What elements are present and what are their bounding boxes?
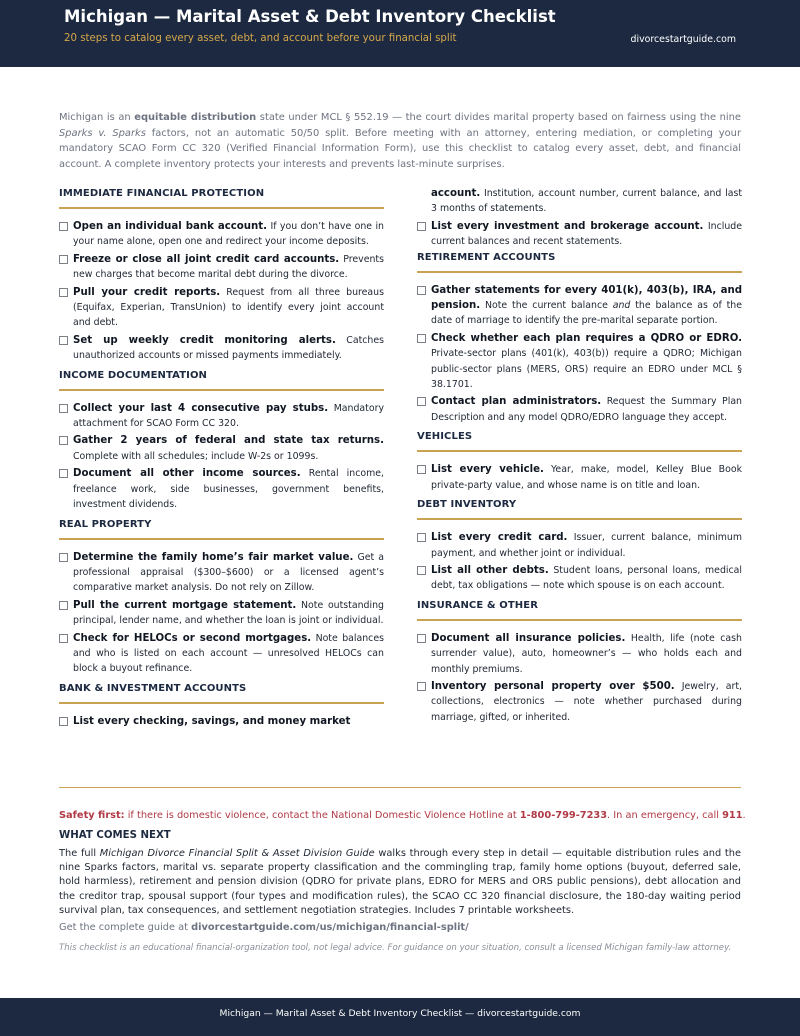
item-lead: Freeze or close all joint credit card accounts. (73, 253, 340, 265)
checklist-item (417, 679, 742, 725)
item-body: Request the Summary Plan Description and any model QDRO/EDRO language they accept. (431, 396, 742, 423)
item-lead: Contact plan administrators. (431, 396, 602, 408)
item-body: Jewelry, art, collections, electronics — note whether purchased during marriage, gifted, or inherited. (431, 680, 742, 723)
checklist-item (59, 466, 384, 512)
item-body: Request from all three bureaus (Equifax, Experian, TransUnion) to identify every joint account and debt. (73, 286, 384, 329)
item-lead: List all other debts. (431, 564, 549, 576)
empty-checkbox-icon[interactable] (59, 404, 68, 413)
checklist-item (417, 631, 742, 677)
checklist-item (417, 530, 742, 561)
empty-checkbox-icon[interactable] (59, 717, 68, 726)
checklist-section (59, 683, 384, 729)
guide-link[interactable]: divorcestartguide.com/us/michigan/financial-split/ (191, 922, 469, 933)
guide-title: Michigan Divorce Financial Split & Asset Division Guide (99, 848, 375, 859)
item-body-emphasis: and (612, 300, 631, 312)
next-title: WHAT COMES NEXT (59, 830, 171, 841)
item-body: Issuer, current balance, minimum payment, and whether joint or individual. (431, 532, 742, 559)
item-body: Health, life (note cash surrender value), auto, homeowner’s — who holds each and monthly premiums. (431, 632, 742, 675)
item-lead: List every vehicle. (431, 464, 544, 476)
header-site-link[interactable]: divorcestartguide.com (630, 34, 736, 45)
item-body: Note balances and who is listed on each account — unresolved HELOCs can block a buyout refinance. (73, 632, 384, 675)
item-body: Private-sector plans (401(k), 403(b)) require a QDRO; Michigan public-sector plans (MERS, ORS) require an EDRO under MCL § 38.1701. (431, 348, 742, 391)
section-title: BANK & INVESTMENT ACCOUNTS (59, 683, 384, 704)
right-sections (417, 252, 742, 726)
item-body: Note outstanding principal, lender name, and whether the loan is joint or individual. (73, 599, 384, 627)
next-body (59, 847, 741, 918)
empty-checkbox-icon[interactable] (417, 222, 426, 231)
checklist-section (417, 600, 742, 725)
next-text-pre: The full (59, 848, 100, 859)
checklist-item (59, 631, 384, 677)
section-title: VEHICLES (417, 431, 742, 452)
item-lead: Check for HELOCs or second mortgages. (73, 632, 312, 644)
checklist-item (59, 252, 384, 283)
empty-checkbox-icon[interactable] (59, 601, 68, 610)
empty-checkbox-icon[interactable] (417, 286, 426, 295)
intro-bold-term: equitable distribution (134, 112, 257, 123)
empty-checkbox-icon[interactable] (59, 469, 68, 478)
item-lead: Gather 2 years of federal and state tax returns. (73, 435, 384, 447)
checklist-item-continuation (417, 186, 742, 217)
item-body: Prevents new charges that become marital debt during the divorce. (73, 253, 384, 281)
checklist-item (59, 598, 384, 629)
empty-checkbox-icon[interactable] (59, 436, 68, 445)
checklist-section (59, 519, 384, 677)
section-title: INSURANCE & OTHER (417, 600, 742, 621)
checklist-item (59, 433, 384, 464)
guide-link-pre: Get the complete guide at (59, 922, 192, 933)
page-subtitle: 20 steps to catalog every asset, debt, and account before your financial split (64, 33, 457, 44)
emergency-number[interactable]: 911 (722, 810, 743, 821)
item-lead: Determine the family home’s fair market value. (73, 551, 354, 563)
section-title: DEBT INVENTORY (417, 499, 742, 520)
item-body: Complete with all schedules; include W-2s or 1099s. (73, 450, 319, 462)
item-lead: Document all insurance policies. (431, 632, 626, 644)
checklist-item (417, 219, 742, 250)
checklist-item (59, 401, 384, 432)
safety-text-1: if there is domestic violence, contact the National Domestic Violence Hotline at (124, 810, 520, 821)
section-title: INCOME DOCUMENTATION (59, 370, 384, 391)
item-lead: Open an individual bank account. (73, 221, 268, 232)
item-body: If you don’t have one in your name alone, open one and redirect your income deposits. (73, 221, 384, 248)
safety-label: Safety first: (59, 810, 125, 821)
item-body-pre: Note the current balance (485, 300, 613, 312)
safety-notice (59, 810, 746, 821)
item-lead: Pull the current mortgage statement. (73, 599, 297, 611)
checklist-section (59, 370, 384, 513)
empty-checkbox-icon[interactable] (59, 255, 68, 264)
left-column (59, 188, 384, 735)
item-lead: List every checking, savings, and money market (73, 715, 351, 727)
checklist-section (417, 499, 742, 594)
intro-text-3: factors, not an automatic 50/50 split. Before meeting with an attorney, entering mediation, or completing your mandatory SCAO Form CC 320 (Verified Financial Information Form), use this checklist to catalog every asset, debt, and financial account. A complete inventory protects your interests and prevents last-minute surprises. (59, 127, 742, 170)
item-lead: account. (431, 188, 481, 199)
page-header (0, 0, 800, 67)
empty-checkbox-icon[interactable] (417, 334, 426, 343)
item-body: Mandatory attachment for SCAO Form CC 320. (73, 402, 384, 430)
page-footer (0, 998, 800, 1036)
section-title: RETIREMENT ACCOUNTS (417, 252, 742, 273)
checklist-section (59, 188, 384, 364)
item-lead: Gather statements for every 401(k), 403(b), IRA, and pension. (431, 284, 742, 312)
item-lead: Collect your last 4 consecutive pay stubs. (73, 402, 329, 414)
checklist-item (59, 285, 384, 331)
checklist-item (59, 714, 384, 729)
empty-checkbox-icon[interactable] (59, 222, 68, 231)
empty-checkbox-icon[interactable] (59, 336, 68, 345)
empty-checkbox-icon[interactable] (417, 566, 426, 575)
checklist-item (417, 462, 742, 493)
item-lead: Pull your credit reports. (73, 286, 221, 298)
empty-checkbox-icon[interactable] (59, 553, 68, 562)
intro-case-name: Sparks v. Sparks (59, 127, 146, 139)
intro-paragraph (59, 110, 741, 172)
right-column (417, 186, 742, 731)
guide-link-line (59, 922, 469, 933)
item-body: the balance as of the date of marriage to identify the pre-marital separate portion. (431, 300, 742, 327)
item-lead: Check whether each plan requires a QDRO or EDRO. (431, 332, 742, 344)
item-lead: List every investment and brokerage account. (431, 220, 704, 232)
checklist-item (417, 283, 742, 329)
item-body: Student loans, personal loans, medical debt, tax obligations — note which spouse is on each account. (431, 564, 742, 592)
intro-text-1: Michigan is an (59, 112, 135, 123)
empty-checkbox-icon[interactable] (417, 634, 426, 643)
section-title: REAL PROPERTY (59, 519, 384, 540)
empty-checkbox-icon[interactable] (59, 288, 68, 297)
item-body: Include current balances and recent statements. (431, 220, 743, 248)
item-body: Catches unauthorized accounts or missed payments immediately. (73, 334, 384, 362)
page-title: Michigan — Marital Asset & Debt Inventory Checklist (64, 7, 556, 26)
section-title: IMMEDIATE FINANCIAL PROTECTION (59, 188, 384, 209)
item-body: Institution, account number, current balance, and last 3 months of statements. (431, 188, 743, 215)
empty-checkbox-icon[interactable] (417, 465, 426, 474)
checklist-item (59, 333, 384, 364)
item-lead: Document all other income sources. (73, 468, 301, 480)
checklist-section (417, 252, 742, 426)
checklist-item (417, 563, 742, 594)
item-body: Year, make, model, Kelley Blue Book private-party value, and whose name is on title and loan. (431, 464, 742, 491)
next-text: walks through every step in detail — equitable distribution rules and the nine Sparks factors, marital vs. separate property classification and the commingling trap, family home options (buyout, deferred sale, hold harmless), retirement and pension division (QDRO for private plans, EDRO for MERS and ORS public pensions), debt allocation and the creditor trap, spousal support (four types and modification rules), the SCAO CC 320 financial disclosure, the 180-day waiting period survival plan, tax consequences, and settlement negotiation strategies. Includes 7 printable worksheets. (59, 848, 741, 916)
checklist-item (417, 331, 742, 393)
item-body: Get a professional appraisal ($300–$600) or a licensed agent’s comparative market analysis. Do not rely on Zillow. (73, 551, 384, 594)
intro-text-2: state under MCL § 552.19 — the court divides marital property based on fairness using the nine (256, 112, 742, 123)
empty-checkbox-icon[interactable] (59, 634, 68, 643)
checklist-item (417, 394, 742, 425)
hotline-phone-link[interactable]: 1-800-799-7233 (519, 810, 608, 821)
item-body: Rental income, freelance work, side businesses, government benefits, investment dividends. (73, 468, 385, 511)
safety-text-2: . In an emergency, call (607, 810, 723, 821)
disclaimer: This checklist is an educational financial-organization tool, not legal advice. For guidance on your situation, consult a licensed Michigan family-law attorney. (59, 943, 732, 953)
checklist-section (417, 431, 742, 493)
empty-checkbox-icon[interactable] (417, 533, 426, 542)
safety-text-3: . (742, 810, 746, 821)
empty-checkbox-icon[interactable] (417, 397, 426, 406)
empty-checkbox-icon[interactable] (417, 682, 426, 691)
item-lead: Set up weekly credit monitoring alerts. (73, 334, 336, 346)
divider (59, 787, 741, 788)
item-lead: List every credit card. (431, 532, 568, 544)
checklist-item (59, 550, 384, 596)
checklist-item (59, 219, 384, 250)
right-first-items (417, 219, 742, 250)
footer-text: Michigan — Marital Asset & Debt Inventory Checklist — divorcestartguide.com (219, 1008, 581, 1019)
item-lead: Inventory personal property over $500. (431, 680, 675, 692)
